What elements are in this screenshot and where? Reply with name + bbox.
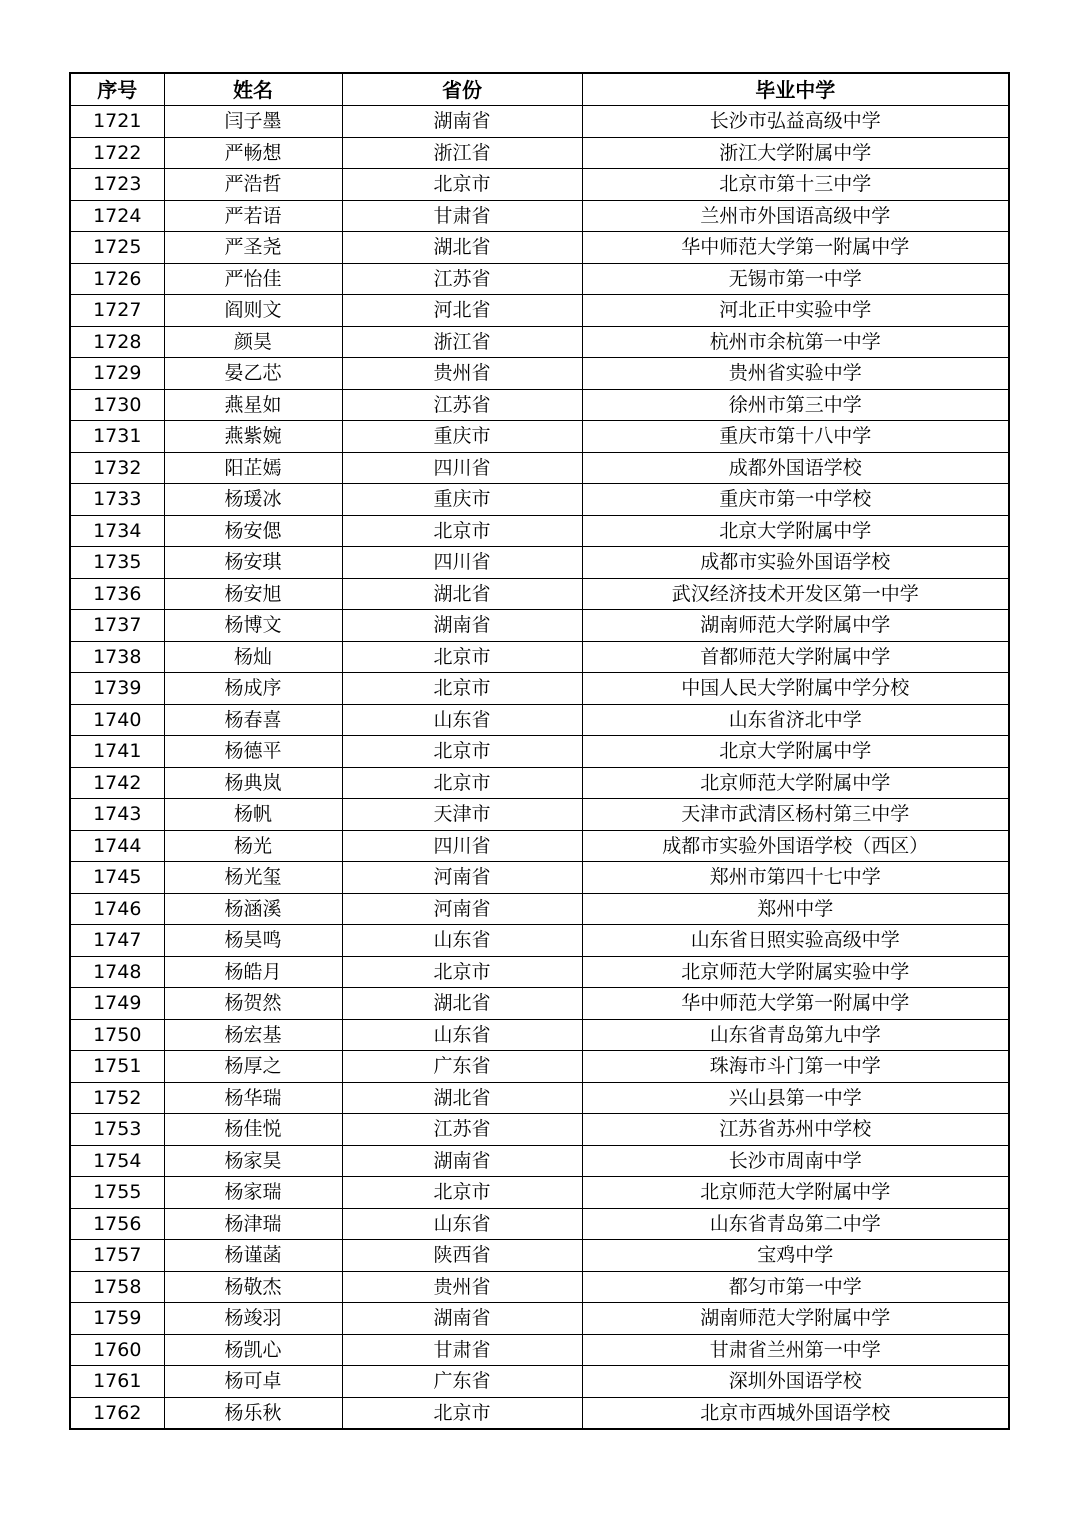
cell-index: 1729 [70,358,164,390]
cell-school: 北京师范大学附属中学 [582,767,1009,799]
cell-school: 长沙市周南中学 [582,1145,1009,1177]
cell-school: 珠海市斗门第一中学 [582,1051,1009,1083]
cell-province: 陕西省 [342,1240,582,1272]
cell-province: 湖北省 [342,1082,582,1114]
cell-school: 北京大学附属中学 [582,736,1009,768]
cell-index: 1723 [70,169,164,201]
cell-province: 四川省 [342,830,582,862]
cell-school: 无锡市第一中学 [582,263,1009,295]
table-row [70,1082,1009,1114]
graduate-table [69,72,1010,1430]
cell-province: 广东省 [342,1366,582,1398]
cell-index: 1742 [70,767,164,799]
cell-province: 四川省 [342,452,582,484]
table-body [70,106,1009,1430]
cell-index: 1754 [70,1145,164,1177]
cell-province: 山东省 [342,704,582,736]
table-row [70,421,1009,453]
cell-school: 山东省日照实验高级中学 [582,925,1009,957]
cell-school: 兰州市外国语高级中学 [582,200,1009,232]
cell-name: 燕星如 [164,389,342,421]
cell-index: 1732 [70,452,164,484]
table-row [70,1051,1009,1083]
table-row [70,893,1009,925]
cell-index: 1745 [70,862,164,894]
cell-name: 严圣尧 [164,232,342,264]
cell-index: 1758 [70,1271,164,1303]
table-row [70,106,1009,138]
cell-province: 山东省 [342,1019,582,1051]
cell-index: 1740 [70,704,164,736]
table-row [70,641,1009,673]
header-row [70,73,1009,106]
cell-index: 1756 [70,1208,164,1240]
table-row [70,1019,1009,1051]
cell-province: 山东省 [342,925,582,957]
cell-province: 北京市 [342,1177,582,1209]
cell-index: 1737 [70,610,164,642]
cell-school: 杭州市余杭第一中学 [582,326,1009,358]
cell-index: 1761 [70,1366,164,1398]
table-row [70,1145,1009,1177]
cell-index: 1749 [70,988,164,1020]
cell-province: 浙江省 [342,326,582,358]
cell-province: 山东省 [342,1208,582,1240]
cell-school: 徐州市第三中学 [582,389,1009,421]
cell-school: 浙江大学附属中学 [582,137,1009,169]
cell-province: 甘肃省 [342,1334,582,1366]
cell-school: 北京市西城外国语学校 [582,1397,1009,1429]
cell-name: 杨典岚 [164,767,342,799]
cell-name: 杨博文 [164,610,342,642]
cell-index: 1725 [70,232,164,264]
cell-school: 重庆市第十八中学 [582,421,1009,453]
table-row [70,452,1009,484]
cell-name: 阎则文 [164,295,342,327]
cell-name: 杨华瑞 [164,1082,342,1114]
cell-name: 颜昊 [164,326,342,358]
cell-school: 华中师范大学第一附属中学 [582,988,1009,1020]
cell-index: 1751 [70,1051,164,1083]
cell-name: 阳芷嫣 [164,452,342,484]
cell-school: 重庆市第一中学校 [582,484,1009,516]
cell-name: 杨宏基 [164,1019,342,1051]
cell-province: 北京市 [342,515,582,547]
cell-school: 成都市实验外国语学校（西区） [582,830,1009,862]
cell-school: 郑州市第四十七中学 [582,862,1009,894]
cell-province: 湖北省 [342,232,582,264]
table-row [70,1271,1009,1303]
cell-name: 杨厚之 [164,1051,342,1083]
cell-school: 江苏省苏州中学校 [582,1114,1009,1146]
cell-province: 北京市 [342,169,582,201]
cell-school: 宝鸡中学 [582,1240,1009,1272]
cell-school: 兴山县第一中学 [582,1082,1009,1114]
table-row [70,1177,1009,1209]
table-row [70,956,1009,988]
cell-name: 杨凯心 [164,1334,342,1366]
cell-name: 杨德平 [164,736,342,768]
cell-province: 湖南省 [342,610,582,642]
cell-name: 杨家昊 [164,1145,342,1177]
cell-name: 杨竣羽 [164,1303,342,1335]
cell-school: 华中师范大学第一附属中学 [582,232,1009,264]
cell-name: 严畅想 [164,137,342,169]
cell-name: 杨灿 [164,641,342,673]
table-row [70,515,1009,547]
cell-school: 北京师范大学附属中学 [582,1177,1009,1209]
cell-province: 甘肃省 [342,200,582,232]
table-row [70,799,1009,831]
cell-school: 山东省青岛第二中学 [582,1208,1009,1240]
cell-index: 1759 [70,1303,164,1335]
cell-school: 郑州中学 [582,893,1009,925]
cell-index: 1731 [70,421,164,453]
cell-name: 杨安旭 [164,578,342,610]
cell-province: 北京市 [342,956,582,988]
cell-province: 北京市 [342,673,582,705]
cell-province: 河南省 [342,893,582,925]
cell-index: 1755 [70,1177,164,1209]
cell-index: 1741 [70,736,164,768]
cell-school: 武汉经济技术开发区第一中学 [582,578,1009,610]
cell-index: 1746 [70,893,164,925]
cell-province: 北京市 [342,736,582,768]
cell-school: 贵州省实验中学 [582,358,1009,390]
table-row [70,169,1009,201]
cell-index: 1733 [70,484,164,516]
table-row [70,704,1009,736]
cell-province: 河南省 [342,862,582,894]
cell-index: 1736 [70,578,164,610]
cell-school: 北京大学附属中学 [582,515,1009,547]
cell-name: 杨安偲 [164,515,342,547]
table-row [70,1366,1009,1398]
cell-province: 贵州省 [342,1271,582,1303]
cell-index: 1750 [70,1019,164,1051]
cell-name: 杨瑗冰 [164,484,342,516]
cell-index: 1724 [70,200,164,232]
cell-school: 成都外国语学校 [582,452,1009,484]
table-row [70,988,1009,1020]
cell-province: 天津市 [342,799,582,831]
header-name: 姓名 [164,73,342,106]
table-row [70,1334,1009,1366]
table-row [70,137,1009,169]
cell-name: 杨光 [164,830,342,862]
cell-name: 严浩哲 [164,169,342,201]
table-row [70,578,1009,610]
cell-index: 1757 [70,1240,164,1272]
table-row [70,830,1009,862]
cell-index: 1752 [70,1082,164,1114]
cell-province: 北京市 [342,641,582,673]
table-row [70,263,1009,295]
cell-school: 山东省青岛第九中学 [582,1019,1009,1051]
cell-province: 广东省 [342,1051,582,1083]
cell-province: 北京市 [342,1397,582,1429]
cell-index: 1747 [70,925,164,957]
cell-name: 燕紫婉 [164,421,342,453]
cell-name: 杨成序 [164,673,342,705]
cell-school: 北京师范大学附属实验中学 [582,956,1009,988]
cell-index: 1722 [70,137,164,169]
table-row [70,1303,1009,1335]
table-row [70,484,1009,516]
cell-index: 1760 [70,1334,164,1366]
cell-name: 闫子墨 [164,106,342,138]
cell-name: 杨安琪 [164,547,342,579]
cell-province: 江苏省 [342,389,582,421]
table-row [70,767,1009,799]
cell-school: 成都市实验外国语学校 [582,547,1009,579]
cell-name: 杨光玺 [164,862,342,894]
cell-index: 1738 [70,641,164,673]
cell-school: 深圳外国语学校 [582,1366,1009,1398]
cell-index: 1753 [70,1114,164,1146]
table-row [70,389,1009,421]
table-row [70,1240,1009,1272]
cell-name: 杨春喜 [164,704,342,736]
cell-province: 河北省 [342,295,582,327]
cell-province: 重庆市 [342,421,582,453]
table-row [70,200,1009,232]
cell-province: 湖南省 [342,106,582,138]
cell-province: 江苏省 [342,263,582,295]
cell-name: 晏乙芯 [164,358,342,390]
cell-school: 河北正中实验中学 [582,295,1009,327]
table-row [70,673,1009,705]
cell-province: 浙江省 [342,137,582,169]
cell-school: 甘肃省兰州第一中学 [582,1334,1009,1366]
cell-province: 贵州省 [342,358,582,390]
cell-province: 四川省 [342,547,582,579]
table-row [70,547,1009,579]
cell-index: 1726 [70,263,164,295]
cell-name: 杨皓月 [164,956,342,988]
cell-school: 天津市武清区杨村第三中学 [582,799,1009,831]
cell-name: 严若语 [164,200,342,232]
cell-name: 杨帆 [164,799,342,831]
cell-name: 杨津瑞 [164,1208,342,1240]
cell-name: 杨谨菡 [164,1240,342,1272]
cell-school: 北京市第十三中学 [582,169,1009,201]
table-row [70,1397,1009,1429]
cell-index: 1735 [70,547,164,579]
cell-index: 1721 [70,106,164,138]
table-row [70,326,1009,358]
cell-province: 湖北省 [342,578,582,610]
table-row [70,862,1009,894]
cell-province: 湖南省 [342,1145,582,1177]
table-row [70,295,1009,327]
cell-school: 都匀市第一中学 [582,1271,1009,1303]
table-row [70,1114,1009,1146]
cell-school: 长沙市弘益高级中学 [582,106,1009,138]
cell-index: 1762 [70,1397,164,1429]
table-row [70,736,1009,768]
cell-school: 山东省济北中学 [582,704,1009,736]
cell-name: 严怡佳 [164,263,342,295]
cell-school: 湖南师范大学附属中学 [582,610,1009,642]
cell-province: 湖北省 [342,988,582,1020]
cell-index: 1739 [70,673,164,705]
cell-name: 杨敬杰 [164,1271,342,1303]
cell-index: 1734 [70,515,164,547]
cell-name: 杨昊鸣 [164,925,342,957]
table-row [70,232,1009,264]
header-province: 省份 [342,73,582,106]
cell-name: 杨佳悦 [164,1114,342,1146]
cell-school: 中国人民大学附属中学分校 [582,673,1009,705]
cell-index: 1728 [70,326,164,358]
cell-name: 杨家瑞 [164,1177,342,1209]
cell-province: 湖南省 [342,1303,582,1335]
header-school: 毕业中学 [582,73,1009,106]
cell-province: 北京市 [342,767,582,799]
cell-school: 湖南师范大学附属中学 [582,1303,1009,1335]
cell-index: 1727 [70,295,164,327]
cell-name: 杨贺然 [164,988,342,1020]
cell-index: 1743 [70,799,164,831]
header-index: 序号 [70,73,164,106]
cell-province: 重庆市 [342,484,582,516]
table-row [70,1208,1009,1240]
cell-name: 杨乐秋 [164,1397,342,1429]
table-row [70,610,1009,642]
table-row [70,925,1009,957]
cell-index: 1730 [70,389,164,421]
cell-province: 江苏省 [342,1114,582,1146]
cell-index: 1748 [70,956,164,988]
cell-name: 杨涵溪 [164,893,342,925]
cell-index: 1744 [70,830,164,862]
cell-name: 杨可卓 [164,1366,342,1398]
table-row [70,358,1009,390]
cell-school: 首都师范大学附属中学 [582,641,1009,673]
